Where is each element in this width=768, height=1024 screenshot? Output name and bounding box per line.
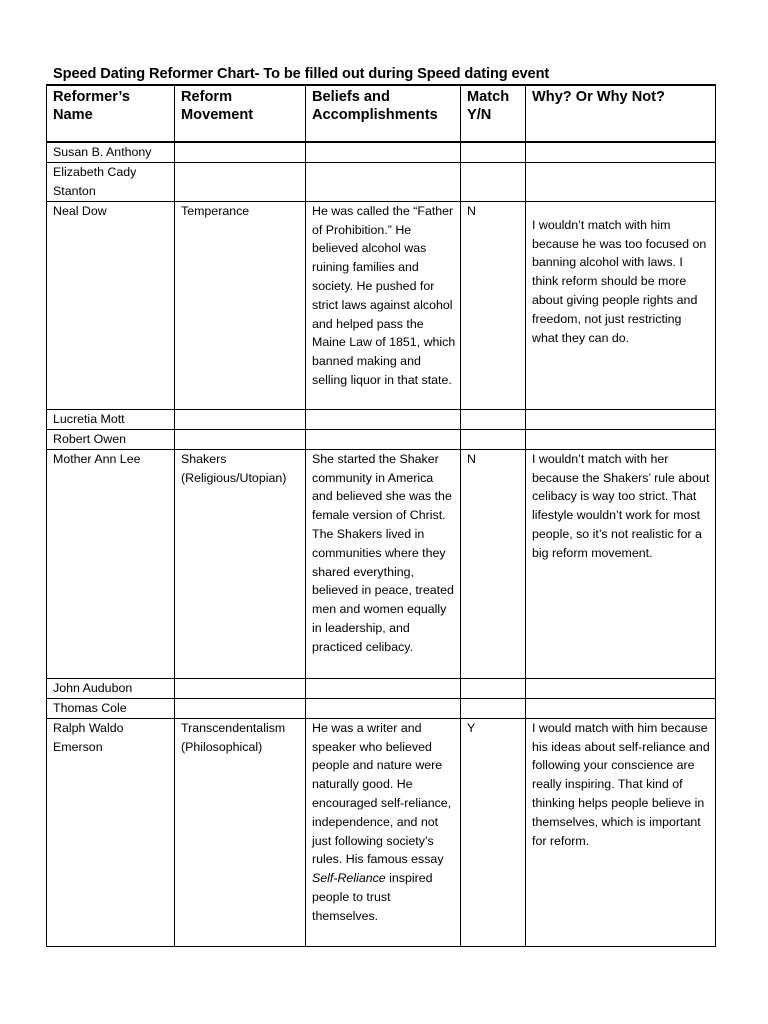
beliefs-cell[interactable] [306, 718, 461, 946]
why-cell[interactable]: I wouldn’t match with her because the Shakers’ rule about celibacy is way too strict. That lifestyle wouldn’t work for most people, so it’s not realistic for a big reform movement. [526, 449, 716, 678]
movement-cell[interactable] [175, 409, 306, 429]
beliefs-cell[interactable] [306, 142, 461, 162]
reformer-name-cell[interactable]: Neal Dow [47, 201, 175, 409]
beliefs-cell[interactable]: She started the Shaker community in America and believed she was the female version of Christ. The Shakers lived in communities where they shared everything, believed in peace, treated men and women equally in leadership, and practiced celibacy. [306, 449, 461, 678]
movement-cell[interactable]: Temperance [175, 201, 306, 409]
reformer-name-cell[interactable]: Thomas Cole [47, 698, 175, 718]
why-cell[interactable] [526, 678, 716, 698]
match-cell[interactable] [461, 678, 526, 698]
why-cell[interactable]: I wouldn’t match with him because he was too focused on banning alcohol with laws. I think reform should be more about giving people rights and freedom, not just restricting what they can do. [526, 201, 716, 409]
reformer-name-cell[interactable]: Mother Ann Lee [47, 449, 175, 678]
header-reform-movement: Reform Movement [175, 85, 306, 142]
why-cell[interactable]: I would match with him because his ideas about self-reliance and following your conscience are really inspiring. That kind of thinking helps people believe in themselves, which is important for reform. [526, 718, 716, 946]
header-match: Match Y/N [461, 85, 526, 142]
table-row [47, 409, 716, 429]
why-cell[interactable] [526, 142, 716, 162]
header-reformer-name: Reformer’s Name [47, 85, 175, 142]
movement-cell[interactable] [175, 678, 306, 698]
match-cell[interactable]: N [461, 449, 526, 678]
reformer-name-cell[interactable]: Susan B. Anthony [47, 142, 175, 162]
match-cell[interactable]: N [461, 201, 526, 409]
table-row [47, 142, 716, 162]
beliefs-text: He was a writer and speaker who believed people and nature were naturally good. He encouraged self-reliance, independence, and not just following society’s rules. His famous essay [312, 720, 452, 867]
table-row [47, 201, 716, 409]
reformer-name-cell[interactable]: Robert Owen [47, 429, 175, 449]
movement-cell[interactable] [175, 162, 306, 201]
movement-cell[interactable] [175, 429, 306, 449]
why-cell[interactable] [526, 162, 716, 201]
beliefs-cell[interactable]: He was called the “Father of Prohibition.” He believed alcohol was ruining families and society. He pushed for strict laws against alcohol and helped pass the Maine Law of 1851, which banned making and selling liquor in that state. [306, 201, 461, 409]
header-row [47, 85, 716, 142]
beliefs-cell[interactable] [306, 162, 461, 201]
table-row [47, 449, 716, 678]
reformer-name-cell[interactable]: Lucretia Mott [47, 409, 175, 429]
beliefs-cell[interactable] [306, 429, 461, 449]
match-cell[interactable] [461, 142, 526, 162]
reformer-chart-table [46, 84, 716, 947]
essay-title: Self-Reliance [312, 871, 386, 886]
match-cell[interactable]: Y [461, 718, 526, 946]
movement-cell[interactable]: Transcendentalism (Philosophical) [175, 718, 306, 946]
table-row [47, 429, 716, 449]
match-cell[interactable] [461, 162, 526, 201]
beliefs-cell[interactable] [306, 409, 461, 429]
movement-cell[interactable]: Shakers (Religious/Utopian) [175, 449, 306, 678]
match-cell[interactable] [461, 698, 526, 718]
why-cell[interactable] [526, 698, 716, 718]
chart-title: Speed Dating Reformer Chart- To be filled out during Speed dating event [53, 66, 550, 82]
header-beliefs: Beliefs and Accomplishments [306, 85, 461, 142]
table-row [47, 698, 716, 718]
match-cell[interactable] [461, 409, 526, 429]
why-cell[interactable] [526, 429, 716, 449]
header-why: Why? Or Why Not? [526, 85, 716, 142]
beliefs-cell[interactable] [306, 678, 461, 698]
match-cell[interactable] [461, 429, 526, 449]
why-cell[interactable] [526, 409, 716, 429]
table-row [47, 718, 716, 946]
reformer-name-cell[interactable]: John Audubon [47, 678, 175, 698]
movement-cell[interactable] [175, 142, 306, 162]
beliefs-text-end: inspired people to trust themselves. [312, 871, 433, 923]
reformer-name-cell[interactable]: Elizabeth Cady Stanton [47, 162, 175, 201]
table-row [47, 678, 716, 698]
movement-cell[interactable] [175, 698, 306, 718]
reformer-name-cell[interactable]: Ralph Waldo Emerson [47, 718, 175, 946]
table-row [47, 162, 716, 201]
beliefs-cell[interactable] [306, 698, 461, 718]
